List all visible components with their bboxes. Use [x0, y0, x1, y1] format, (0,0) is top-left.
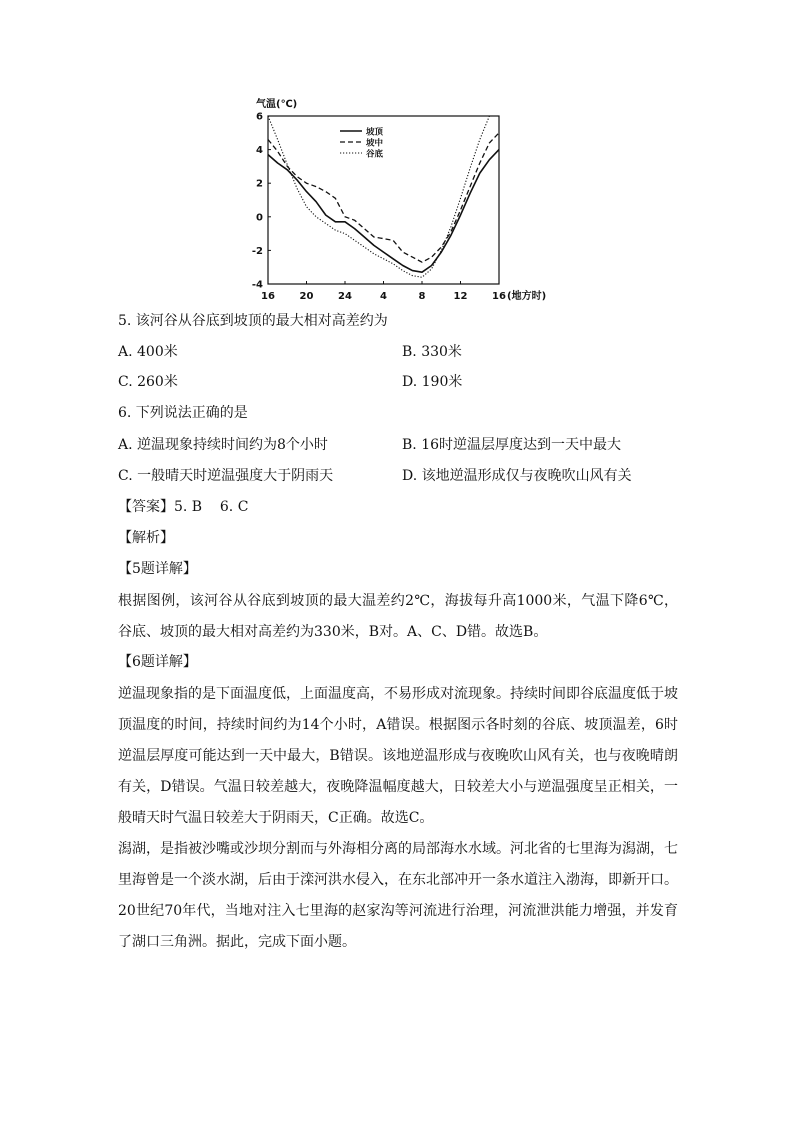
analysis-label: 【解析】	[118, 530, 174, 546]
q6-detail-text	[118, 679, 678, 834]
chart-canvas	[244, 96, 554, 304]
question-6-stem: 6. 下列说法正确的是	[118, 405, 248, 421]
series-line-solid	[268, 150, 499, 273]
x-axis-label: (地方时)	[507, 291, 547, 302]
y-tick-label: 6	[256, 111, 263, 123]
q5-detail-label: 【5题详解】	[118, 561, 197, 577]
series-line-dashed	[268, 133, 499, 262]
question-5-option-a: A. 400米	[118, 344, 178, 360]
intro-text	[118, 834, 678, 958]
question-5-option-c: C. 260米	[118, 374, 178, 390]
y-tick-label: 2	[256, 178, 263, 190]
x-tick-label: 12	[453, 291, 468, 302]
x-tick-label: 20	[299, 291, 314, 302]
legend-label: 坡顶	[366, 127, 384, 138]
question-6-option-d: D. 该地逆温形成仅与夜晚吹山风有关	[402, 468, 632, 484]
series-line-dotted	[268, 116, 499, 277]
series-lines	[268, 116, 499, 277]
y-tick-label: -4	[251, 279, 263, 291]
legend	[340, 127, 384, 160]
legend-label: 坡中	[366, 138, 384, 149]
legend-label: 谷底	[366, 149, 384, 160]
question-6-option-b: B. 16时逆温层厚度达到一天中最大	[402, 437, 622, 453]
intro-paragraph: 潟湖，是指被沙嘴或沙坝分割而与外海相分离的局部海水水域。河北省的七里海为潟湖，七里海曾是一个淡水湖，后由于滦河洪水侵入，在东北部冲开一条水道注入渤海，即新开口。20世纪70年代，当地对注入七里海的赵家沟等河流进行治理，河流泄洪能力增强，并发育了湖口三角洲。据此，完成下面小题。	[118, 841, 678, 950]
q6-detail-paragraph: 逆温现象指的是下面温度低，上面温度高，不易形成对流现象。持续时间即谷底温度低于坡顶温度的时间，持续时间约为14个小时，A错误。根据图示各时刻的谷底、坡顶温差，6时逆温层厚度可能达到一天中最大，B错误。该地逆温形成与夜晚吹山风有关，也与夜晚晴朗有关，D错误。气温日较差越大，夜晚降温幅度越大，日较差大小与逆温强度呈正相关，一般晴天时气温日较差大于阴雨天，C正确。故选C。	[118, 686, 678, 826]
answer-line: 【答案】5. B 6. C	[118, 499, 249, 515]
question-5-option-b: B. 330米	[402, 344, 462, 360]
x-tick-label: 16	[261, 291, 275, 302]
x-tick-label: 16	[492, 291, 506, 302]
x-tick-label: 8	[418, 291, 426, 302]
temperature-chart	[244, 96, 554, 304]
x-tick-label: 4	[380, 291, 387, 302]
y-tick-label: -2	[251, 245, 263, 257]
q5-detail-text	[118, 586, 678, 648]
y-axis-label: 气温(℃)	[256, 99, 298, 110]
question-5-option-d: D. 190米	[402, 374, 463, 390]
q5-detail-paragraph: 根据图例，该河谷从谷底到坡顶的最大温差约2℃，海拔每升高1000米，气温下降6℃，谷底、坡顶的最大相对高差约为330米，B对。A、C、D错。故选B。	[118, 593, 678, 640]
y-tick-label: 4	[256, 145, 263, 157]
y-tick-label: 0	[256, 212, 263, 224]
x-tick-label: 24	[338, 291, 352, 302]
question-5-stem: 5. 该河谷从谷底到坡顶的最大相对高差约为	[118, 313, 388, 329]
question-6-option-c: C. 一般晴天时逆温强度大于阴雨天	[118, 468, 334, 484]
question-6-option-a: A. 逆温现象持续时间约为8个小时	[118, 437, 328, 453]
q6-detail-label: 【6题详解】	[118, 654, 197, 670]
